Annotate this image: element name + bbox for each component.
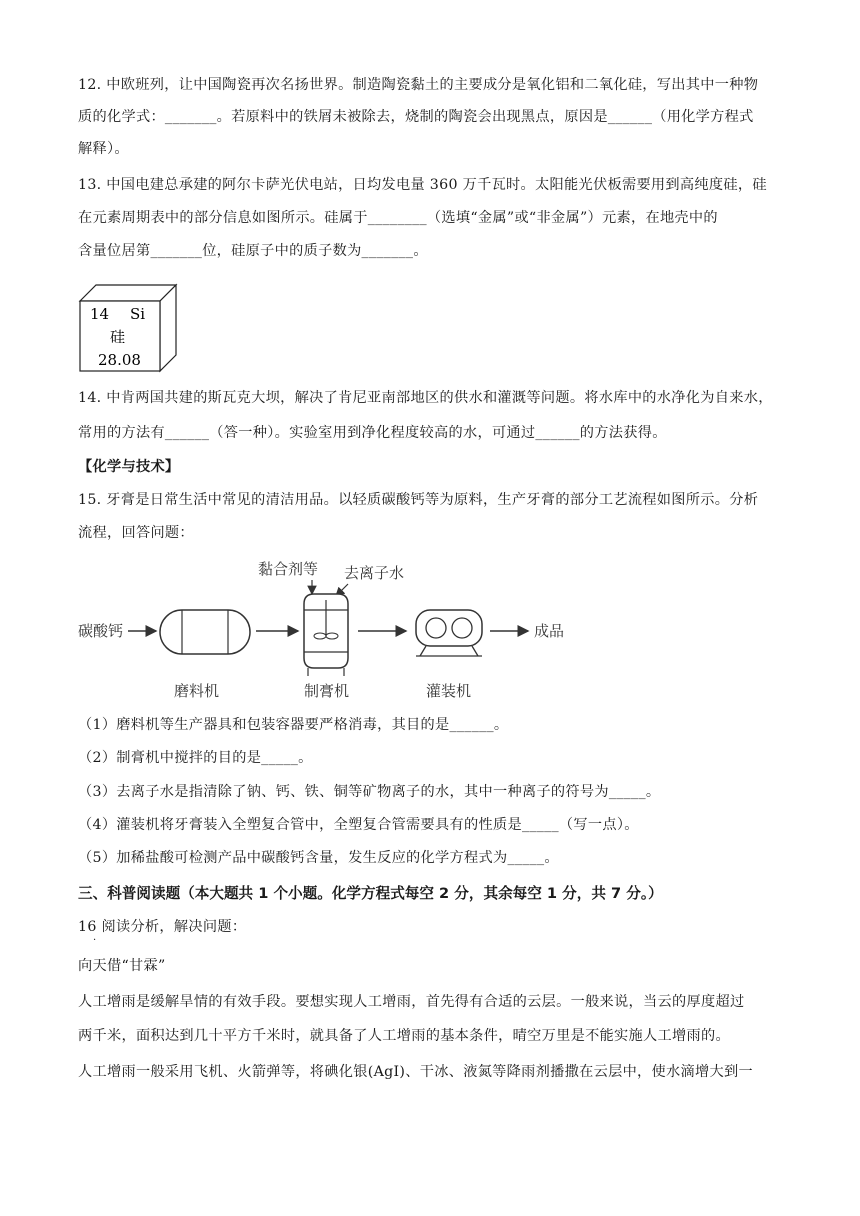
grinding-machine [160,610,250,654]
q12-line-3: 解释）。 [78,141,129,157]
flow-output-label: 成品 [534,622,565,640]
stray-dot: · [93,935,97,946]
q16-line-1: 16 阅读分析，解决问题： [78,919,247,935]
additive-binder-label: 黏合剂等 [258,560,319,578]
atomic-number: 14 [90,305,110,323]
article-p1-line-1: 人工增雨是缓解旱情的有效手段。要想实现人工增雨，首先得有合适的云层。一般来说，当云的厚度超过 [78,994,745,1010]
paste-making-machine [304,594,348,676]
additive-deionized-water-label: 去离子水 [344,564,405,582]
q13-line-1: 13. 中国电建总承建的阿尔卡萨光伏电站，日均发电量 360 万千瓦时。太阳能光伏板需要用到高纯度硅，硅 [78,177,767,193]
section-chem-tech: 【化学与技术】 [78,459,180,475]
filling-machine-label: 灌装机 [426,682,472,700]
article-title: 向天借“甘霖” [78,958,166,974]
section-3-heading: 三、科普阅读题（本大题共 1 个小题。化学方程式每空 2 分，其余每空 1 分，共 7 分。） [78,885,663,902]
article-p1-line-2: 两千米，面积达到几十平方千米时，就具备了人工增雨的基本条件，晴空万里是不能实施人工增雨的。 [78,1028,730,1044]
q15-sub-1: （1）磨料机等生产器具和包装容器要严格消毒，其目的是______。 [78,717,509,733]
flow-input-label: 碳酸钙 [78,622,124,640]
toothpaste-process-diagram [76,552,596,702]
paste-machine-label: 制膏机 [304,682,350,700]
q15-sub-2: （2）制膏机中搅拌的目的是_____。 [78,750,313,766]
q15-sub-4: （4）灌装机将牙膏装入全塑复合管中，全塑复合管需要具有的性质是_____（写一点）。 [78,817,639,833]
q15-line-1: 15. 牙膏是日常生活中常见的清洁用品。以轻质碳酸钙等为原料，生产牙膏的部分工艺流程如图所示。分析 [78,492,759,508]
q15-line-2: 流程，回答问题： [78,525,194,541]
q13-line-2: 在元素周期表中的部分信息如图所示。硅属于________（选填“金属”或“非金属”）元素，在地壳中的 [78,210,718,226]
q15-sub-5: （5）加稀盐酸可检测产品中碳酸钙含量，发生反应的化学方程式为_____。 [78,850,559,866]
q12-line-1: 12. 中欧班列，让中国陶瓷再次名扬世界。制造陶瓷黏土的主要成分是氧化铝和二氧化硅，写出其中一种物 [78,77,759,93]
q13-line-3: 含量位居第_______位，硅原子中的质子数为_______。 [78,243,428,259]
grinding-machine-label: 磨料机 [174,682,220,700]
element-name: 硅 [110,328,126,346]
atomic-mass: 28.08 [98,351,141,369]
element-symbol: Si [130,305,146,323]
q15-sub-3: （3）去离子水是指清除了钠、钙、铁、铜等矿物离子的水，其中一种离子的符号为_____。 [78,784,661,800]
article-p2-line-1: 人工增雨一般采用飞机、火箭弹等，将碘化银(AgI)、干冰、液氮等降雨剂播撒在云层中，使水滴增大到一 [78,1064,753,1080]
filling-machine [416,610,482,656]
q14-line-1: 14. 中肯两国共建的斯瓦克大坝，解决了肯尼亚南部地区的供水和灌溉等问题。将水库中的水净化为自来水， [78,390,773,406]
q14-line-2: 常用的方法有______（答一种）。实验室用到净化程度较高的水，可通过______的方法获得。 [78,425,667,441]
silicon-element-card [78,283,178,373]
q12-line-2: 质的化学式：_______。若原料中的铁屑未被除去，烧制的陶瓷会出现黑点，原因是______（用化学方程式 [78,109,754,125]
